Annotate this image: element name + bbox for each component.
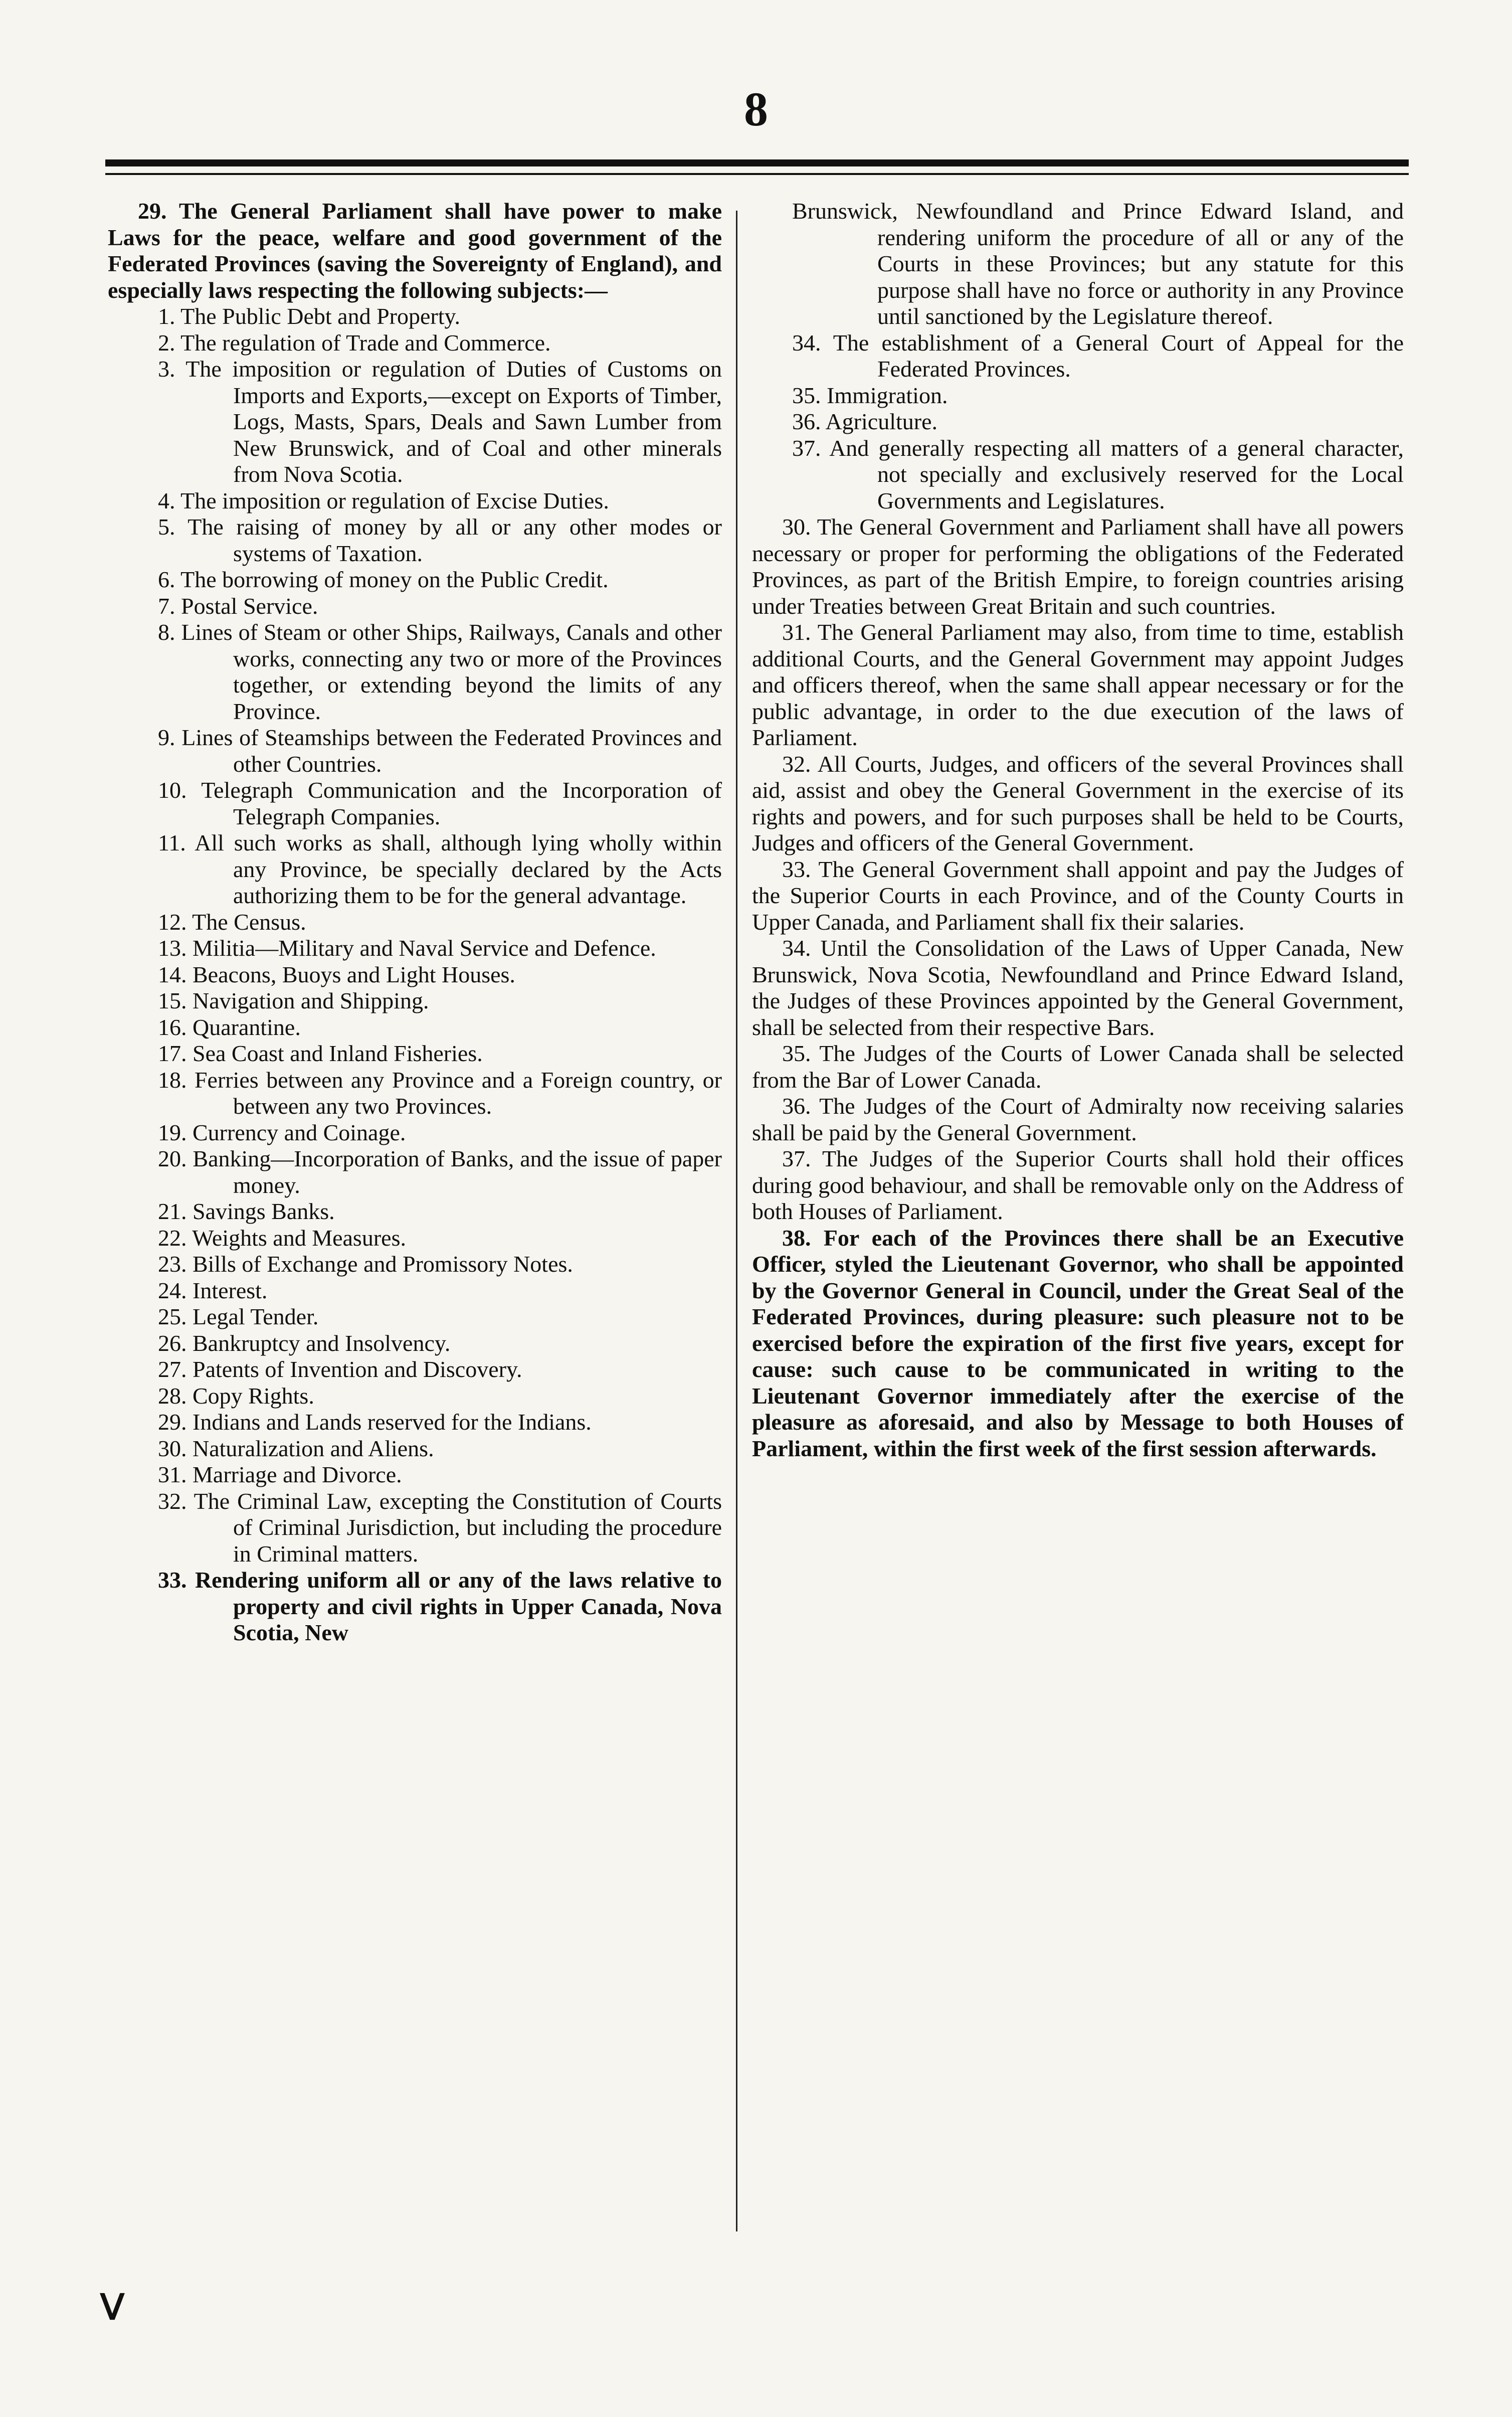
section-paragraph: 36. The Judges of the Court of Admiralty now receiving salaries shall be paid by the General Government.: [752, 1093, 1404, 1145]
subject-item: 4. The imposition or regulation of Excise Duties.: [158, 487, 609, 513]
subject-item: 31. Marriage and Divorce.: [158, 1462, 402, 1487]
section-paragraph: 31. The General Parliament may also, from time to time, establish additional Courts, and the General Government may appoint Judges and officers thereof, when the same shall appear necessary or for the public advantage, in order to the due execution of the laws of Parliament.: [752, 619, 1404, 750]
subject-item: 14. Beacons, Buoys and Light Houses.: [158, 961, 515, 987]
subject-item: 9. Lines of Steamships between the Federated Provinces and other Countries.: [158, 725, 722, 777]
subject-item: 13. Militia—Military and Naval Service and Defence.: [158, 935, 656, 961]
subject-item: 28. Copy Rights.: [158, 1383, 314, 1409]
section-paragraph: 32. All Courts, Judges, and officers of the several Provinces shall aid, assist and obey the General Government in the exercise of its rights and powers, and for such purposes shall be held to be Courts, Judges and officers of the General Government.: [752, 751, 1404, 855]
subject-item: 24. Interest.: [158, 1277, 268, 1303]
subject-item: 20. Banking—Incorporation of Banks, and the issue of paper money.: [158, 1146, 722, 1198]
subject-item: 18. Ferries between any Province and a Foreign country, or between any two Provinces.: [158, 1067, 722, 1119]
printer-mark: ⴸ: [100, 2289, 124, 2327]
subject-item: 5. The raising of money by all or any other modes or systems of Taxation.: [158, 514, 722, 566]
right-column: [752, 198, 1404, 1462]
subject-item: 12. The Census.: [158, 909, 306, 935]
subject-item: 3. The imposition or regulation of Duties of Customs on Imports and Exports,—except on Exports of Timber, Logs, Masts, Spars, Deals and Sawn Lumber from New Brunswick, and of Coal and other minerals from Nova Scotia.: [158, 356, 722, 487]
subject-item: 26. Bankruptcy and Insolvency.: [158, 1330, 451, 1356]
section-paragraph: 35. The Judges of the Courts of Lower Canada shall be selected from the Bar of Lower Canada.: [752, 1041, 1404, 1093]
subject-item: 19. Currency and Coinage.: [158, 1119, 406, 1145]
subject-item: 8. Lines of Steam or other Ships, Railways, Canals and other works, connecting any two or more of the Provinces together, or extending beyond the limits of any Province.: [158, 619, 722, 724]
header-rule-thick: [105, 159, 1409, 166]
subject-item: 22. Weights and Measures.: [158, 1225, 406, 1251]
subject-item: 1. The Public Debt and Property.: [158, 303, 461, 329]
subject-item: 27. Patents of Invention and Discovery.: [158, 1356, 522, 1382]
subject-item: 2. The regulation of Trade and Commerce.: [158, 329, 551, 356]
column-divider: [736, 211, 737, 2231]
subject-item-continuation: Brunswick, Newfoundland and Prince Edward Island, and rendering uniform the procedure of all or any of the Courts in these Provinces; but any statute for this purpose shall have no force or authority in any Province until sanctioned by the Legislature thereof.: [792, 198, 1404, 329]
subject-item: 15. Navigation and Shipping.: [158, 988, 429, 1013]
subject-item: 34. The establishment of a General Court of Appeal for the Federated Provinces.: [792, 329, 1404, 382]
section-paragraph: 38. For each of the Provinces there shall be an Executive Officer, styled the Lieutenant Governor, who shall be appointed by the Governor General in Council, under the Great Seal of the Federated Provinces, during pleasure: such pleasure not to be exercised before the expiration of the first five years, except for cause: such cause to be communicated in writing to the Lieutenant Governor immediately after the exercise of the pleasure as aforesaid, and also by Message to both Houses of Parliament, within the first week of the first session afterwards.: [752, 1225, 1404, 1461]
subject-item: 21. Savings Banks.: [158, 1198, 335, 1224]
left-column: [108, 198, 722, 1646]
subject-item: 36. Agriculture.: [792, 409, 937, 434]
subject-item: 33. Rendering uniform all or any of the laws relative to property and civil rights in Upper Canada, Nova Scotia, New: [158, 1567, 722, 1645]
subject-item: 32. The Criminal Law, excepting the Constitution of Courts of Criminal Jurisdiction, but including the procedure in Criminal matters.: [158, 1488, 722, 1567]
header-rule-thin: [105, 173, 1409, 175]
section-paragraph: 34. Until the Consolidation of the Laws of Upper Canada, New Brunswick, Nova Scotia, Newfoundland and Prince Edward Island, the Judges of these Provinces appointed by the General Government, shall be selected from their respective Bars.: [752, 935, 1404, 1040]
section-paragraph: 37. The Judges of the Superior Courts shall hold their offices during good behaviour, and shall be removable only on the Address of both Houses of Parliament.: [752, 1146, 1404, 1224]
subject-item: 25. Legal Tender.: [158, 1304, 319, 1329]
subject-item: 6. The borrowing of money on the Public Credit.: [158, 567, 609, 592]
subject-item: 7. Postal Service.: [158, 593, 318, 619]
section-29-intro: 29. The General Parliament shall have power to make Laws for the peace, welfare and good government of the Federated Provinces (saving the Sovereignty of England), and especially laws respecting the following subjects:—: [108, 198, 722, 303]
subject-item: 17. Sea Coast and Inland Fisheries.: [158, 1041, 483, 1066]
subject-item: 16. Quarantine.: [158, 1014, 301, 1040]
page-number: 8: [744, 82, 768, 136]
subject-item: 37. And generally respecting all matters of a general character, not specially and exclusively reserved for the Local Governments and Legislatures.: [792, 435, 1404, 513]
subject-item: 29. Indians and Lands reserved for the Indians.: [158, 1409, 592, 1435]
subject-item: 35. Immigration.: [792, 382, 948, 408]
subject-item: 30. Naturalization and Aliens.: [158, 1435, 434, 1461]
subject-item: 11. All such works as shall, although lying wholly within any Province, be specially declared by the Acts authorizing them to be for the general advantage.: [158, 830, 722, 908]
section-paragraph: 33. The General Government shall appoint and pay the Judges of the Superior Courts in each Province, and of the County Courts in Upper Canada, and Parliament shall fix their salaries.: [752, 856, 1404, 935]
subject-item: 23. Bills of Exchange and Promissory Notes.: [158, 1251, 573, 1277]
section-paragraph: 30. The General Government and Parliament shall have all powers necessary or proper for performing the obligations of the Federated Provinces, as part of the British Empire, to foreign countries arising under Treaties between Great Britain and such countries.: [752, 514, 1404, 619]
subject-item: 10. Telegraph Communication and the Incorporation of Telegraph Companies.: [158, 777, 722, 829]
